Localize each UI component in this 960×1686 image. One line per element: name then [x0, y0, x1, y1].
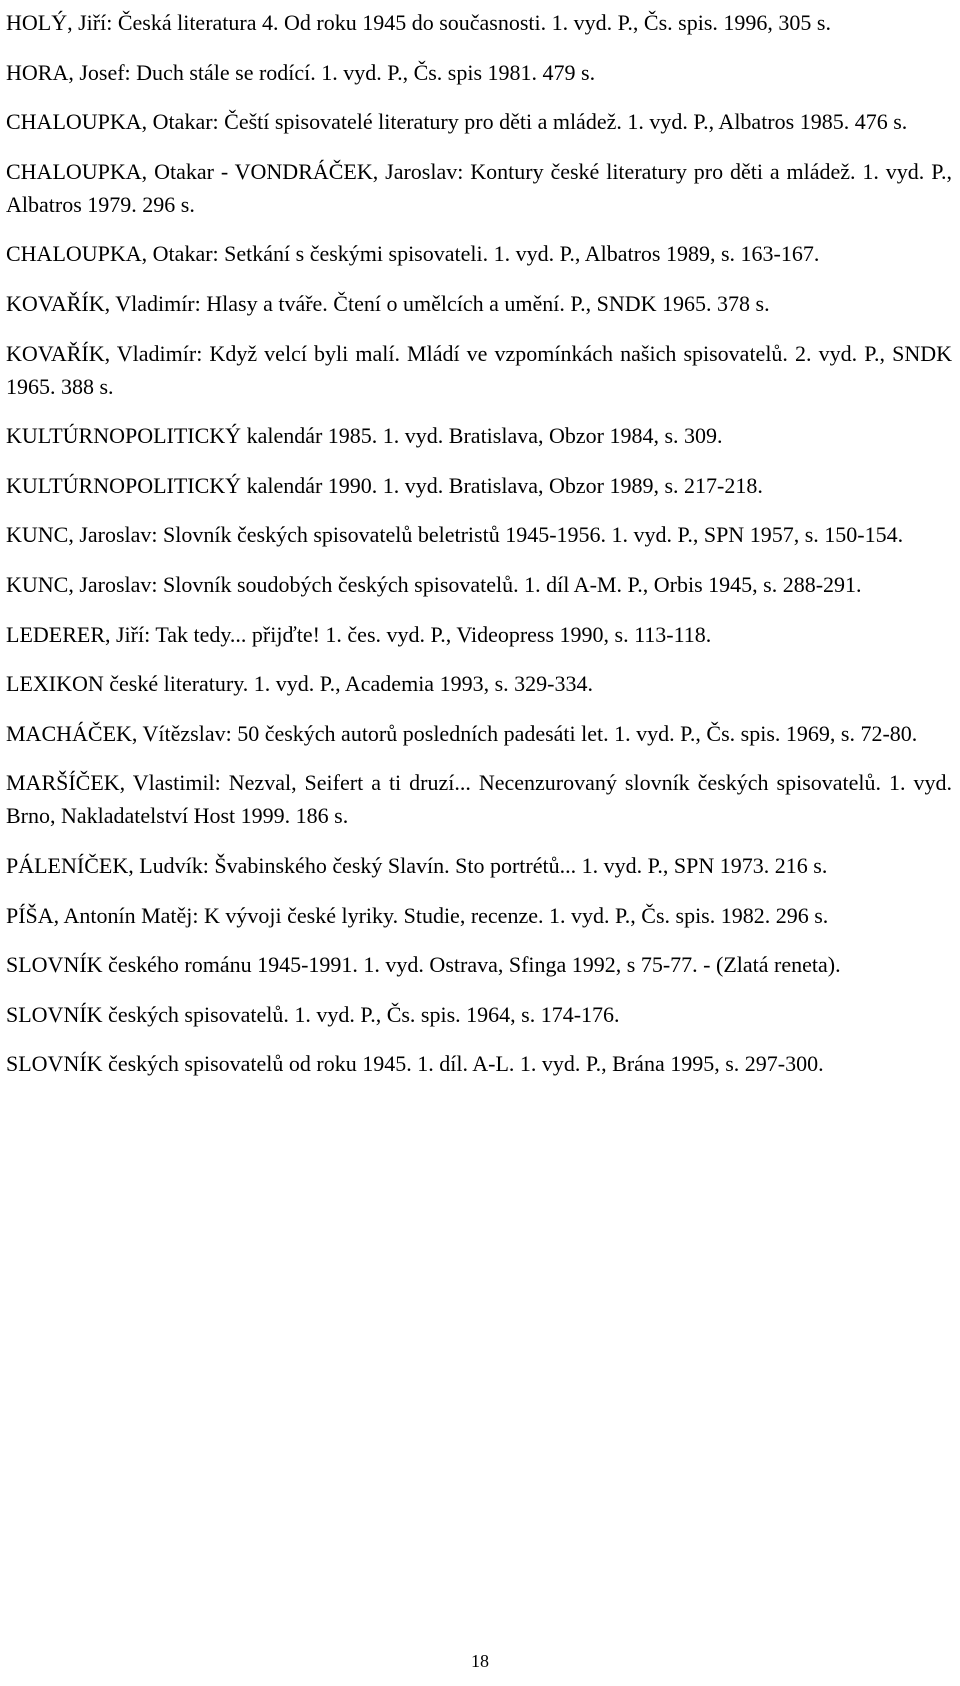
bibliography-entry: KUNC, Jaroslav: Slovník soudobých českých spisovatelů. 1. díl A-M. P., Orbis 1945, s. 288-291. [6, 571, 862, 597]
bibliography-entry: KUNC, Jaroslav: Slovník českých spisovatelů beletristů 1945-1956. 1. vyd. P., SPN 1957, s. 150-154. [6, 522, 904, 548]
bibliography-entry: CHALOUPKA, Otakar - VONDRÁČEK, Jaroslav: Kontury české literatury pro děti a mládež. 1. vyd. P., Albatros 1979. 296 s. [6, 158, 952, 217]
bibliography-entry: HORA, Josef: Duch stále se rodící. 1. vyd. P., Čs. spis 1981. 479 s. [6, 59, 596, 85]
bibliography-entry: KOVAŘÍK, Vladimír: Hlasy a tváře. Čtení o umělcích a umění. P., SNDK 1965. 378 s. [6, 290, 770, 316]
bibliography-list [6, 6, 952, 1097]
bibliography-entry: KULTÚRNOPOLITICKÝ kalendár 1990. 1. vyd. Bratislava, Obzor 1989, s. 217-218. [6, 472, 763, 498]
bibliography-entry: PÁLENÍČEK, Ludvík: Švabinského český Slavín. Sto portrétů... 1. vyd. P., SPN 1973. 216 s. [6, 852, 828, 878]
bibliography-entry: SLOVNÍK českých spisovatelů. 1. vyd. P., Čs. spis. 1964, s. 174-176. [6, 1001, 620, 1027]
bibliography-entry: MACHÁČEK, Vítězslav: 50 českých autorů posledních padesáti let. 1. vyd. P., Čs. spis. 1969, s. 72-80. [6, 720, 918, 746]
bibliography-entry: LEXIKON české literatury. 1. vyd. P., Academia 1993, s. 329-334. [6, 671, 593, 697]
bibliography-entry: HOLÝ, Jiří: Česká literatura 4. Od roku 1945 do současnosti. 1. vyd. P., Čs. spis. 1996, 305 s. [6, 10, 831, 35]
page-number: 18 [471, 1651, 489, 1671]
bibliography-entry: MARŠÍČEK, Vlastimil: Nezval, Seifert a ti druzí... Necenzurovaný slovník českých spisovatelů. 1. vyd. Brno, Nakladatelství Host 1999. 186 s. [6, 770, 952, 829]
bibliography-entry: KOVAŘÍK, Vladimír: Když velcí byli malí. Mládí ve vzpomínkách našich spisovatelů. 2. vyd. P., SNDK 1965. 388 s. [6, 340, 952, 399]
bibliography-entry: CHALOUPKA, Otakar: Setkání s českými spisovateli. 1. vyd. P., Albatros 1989, s. 163-167. [6, 241, 820, 267]
bibliography-entry: SLOVNÍK českých spisovatelů od roku 1945. 1. díl. A-L. 1. vyd. P., Brána 1995, s. 297-300. [6, 1051, 824, 1077]
bibliography-entry: SLOVNÍK českého románu 1945-1991. 1. vyd. Ostrava, Sfinga 1992, s 75-77. - (Zlatá reneta). [6, 952, 841, 978]
bibliography-entry: PÍŠA, Antonín Matěj: K vývoji české lyriky. Studie, recenze. 1. vyd. P., Čs. spis. 1982. 296 s. [6, 902, 829, 928]
bibliography-entry: LEDERER, Jiří: Tak tedy... přijďte! 1. čes. vyd. P., Videopress 1990, s. 113-118. [6, 621, 712, 647]
bibliography-entry: CHALOUPKA, Otakar: Čeští spisovatelé literatury pro děti a mládež. 1. vyd. P., Albatros 1985. 476 s. [6, 109, 908, 135]
bibliography-entry: KULTÚRNOPOLITICKÝ kalendár 1985. 1. vyd. Bratislava, Obzor 1984, s. 309. [6, 423, 723, 449]
